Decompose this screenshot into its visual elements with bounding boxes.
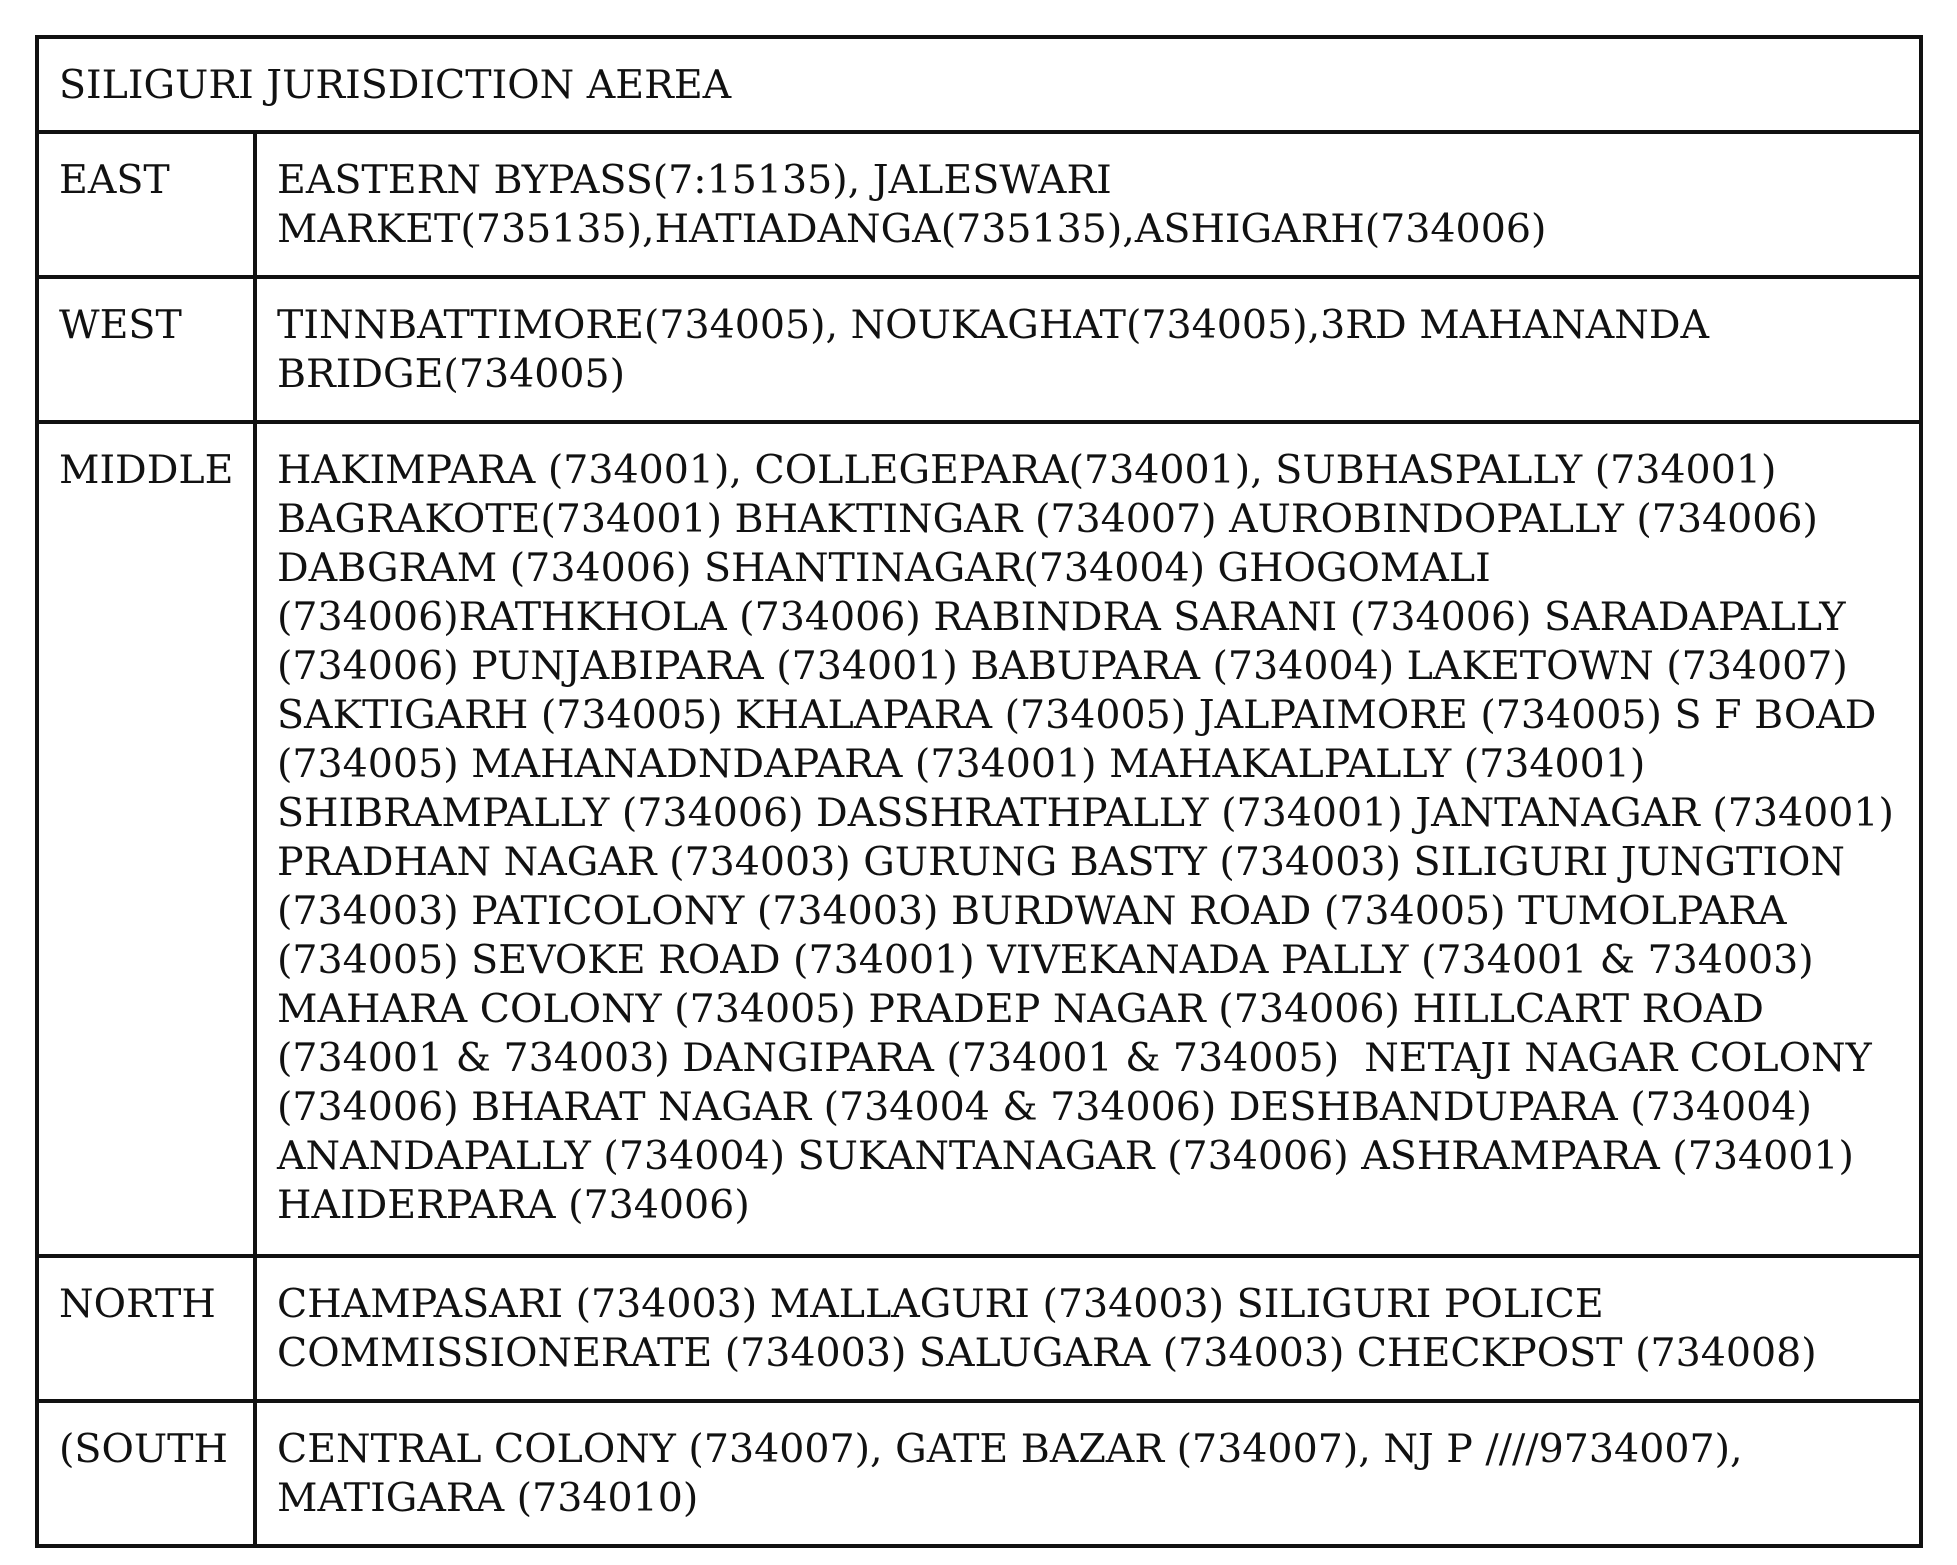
areas-list-east: EASTERN BYPASS(7:15135), JALESWARI MARKET(735135),HATIADANGA(735135),ASHIGARH(734006) <box>255 132 1921 277</box>
table-row-east <box>37 132 1921 277</box>
zone-label-middle: MIDDLE <box>37 422 255 1256</box>
zone-label-north: NORTH <box>37 1256 255 1401</box>
table-row-south <box>37 1401 1921 1546</box>
zone-label-south: (SOUTH <box>37 1401 255 1546</box>
areas-list-middle: HAKIMPARA (734001), COLLEGEPARA(734001), SUBHASPALLY (734001) BAGRAKOTE(734001) BHAKTINGAR (734007) AUROBINDOPALLY (734006) DABGRAM (734006) SHANTINAGAR(734004) GHOGOMALI (734006)RATHKHOLA (734006) RABINDRA SARANI (734006) SARADAPALLY (734006) PUNJABIPARA (734001) BABUPARA (734004) LAKETOWN (734007) SAKTIGARH (734005) KHALAPARA (734005) JALPAIMORE (734005) S F BOAD (734005) MAHANADNDAPARA (734001) MAHAKALPALLY (734001) SHIBRAMPALLY (734006) DASSHRATHPALLY (734001) JANTANAGAR (734001) PRADHAN NAGAR (734003) GURUNG BASTY (734003) SILIGURI JUNGTION (734003) PATICOLONY (734003) BURDWAN ROAD (734005) TUMOLPARA (734005) SEVOKE ROAD (734001) VIVEKANADA PALLY (734001 & 734003) MAHARA COLONY (734005) PRADEP NAGAR (734006) HILLCART ROAD (734001 & 734003) DANGIPARA (734001 & 734005) NETAJI NAGAR COLONY (734006) BHARAT NAGAR (734004 & 734006) DESHBANDUPARA (734004) ANANDAPALLY (734004) SUKANTANAGAR (734006) ASHRAMPARA (734001) HAIDERPARA (734006) <box>255 422 1921 1256</box>
table-title-row <box>37 37 1921 132</box>
areas-list-south: CENTRAL COLONY (734007), GATE BAZAR (734007), NJ P ////9734007), MATIGARA (734010) <box>255 1401 1921 1546</box>
areas-list-north: CHAMPASARI (734003) MALLAGURI (734003) SILIGURI POLICE COMMISSIONERATE (734003) SALUGARA (734003) CHECKPOST (734008) <box>255 1256 1921 1401</box>
table-row-middle <box>37 422 1921 1256</box>
areas-list-west: TINNBATTIMORE(734005), NOUKAGHAT(734005),3RD MAHANANDA BRIDGE(734005) <box>255 277 1921 422</box>
table-row-north <box>37 1256 1921 1401</box>
zone-label-east: EAST <box>37 132 255 277</box>
table-title: SILIGURI JURISDICTION AEREA <box>37 37 1921 132</box>
jurisdiction-table <box>35 35 1923 1548</box>
zone-label-west: WEST <box>37 277 255 422</box>
table-row-west <box>37 277 1921 422</box>
